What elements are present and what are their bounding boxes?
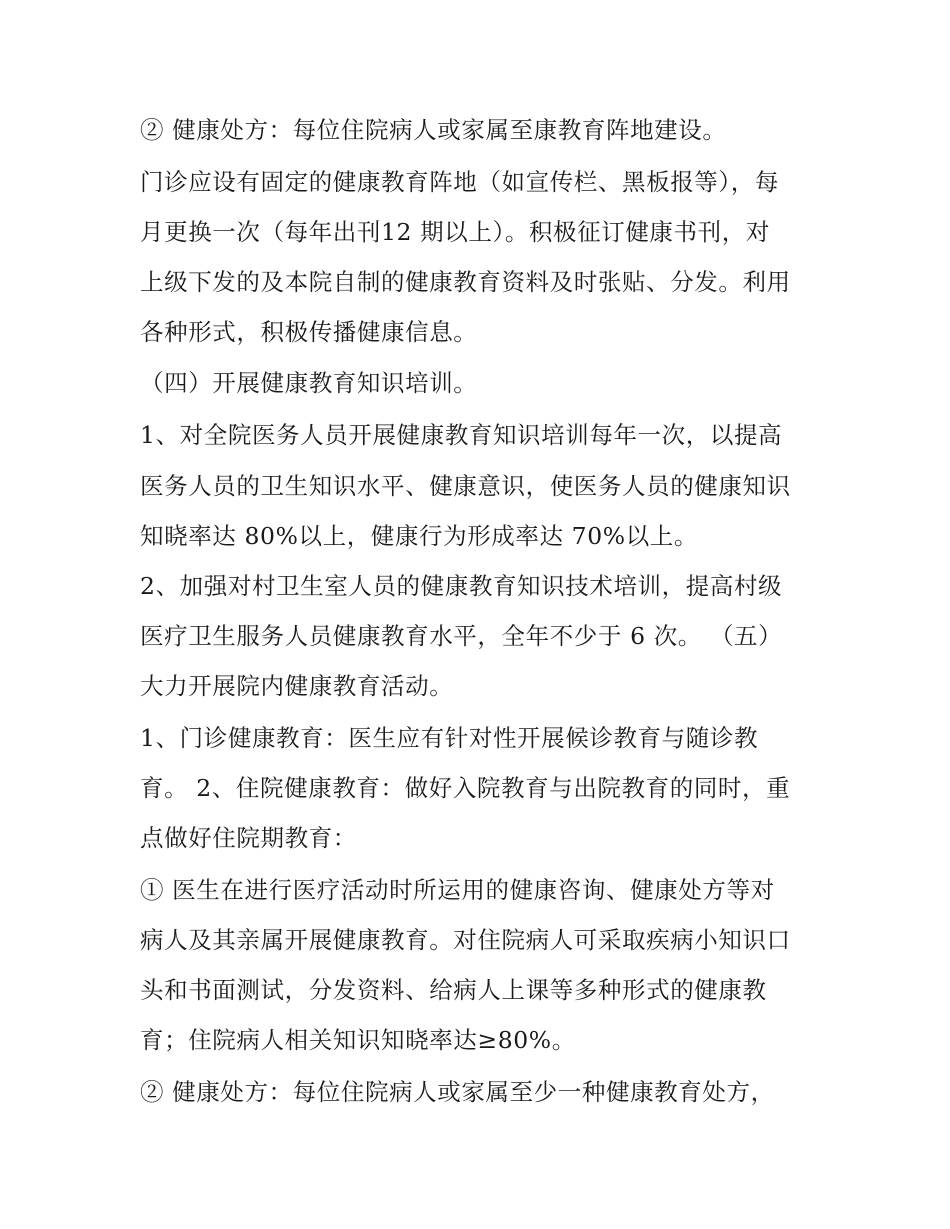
section-heading: （四）开展健康教育知识培训。 bbox=[140, 369, 478, 397]
text-line: 头和书面测试，分发资料、给病人上课等多种形式的健康教 bbox=[140, 976, 767, 1004]
text-line: ① 医生在进行医疗活动时所运用的健康咨询、健康处方等对 bbox=[140, 876, 775, 904]
text-line: 门诊应设有固定的健康教育阵地（如宣传栏、黑板报等），每 bbox=[140, 168, 779, 196]
text-line: 上级下发的及本院自制的健康教育资料及时张贴、分发。利用 bbox=[140, 268, 791, 296]
text-line: ② 健康处方：每位住院病人或家属至少一种健康教育处方， bbox=[140, 1078, 775, 1106]
text-line: 大力开展院内健康教育活动。 bbox=[140, 672, 454, 700]
text-line: 点做好住院期教育： bbox=[140, 824, 357, 852]
text-line: 各种形式，积极传播健康信息。 bbox=[140, 318, 478, 346]
text-line: 1、门诊健康教育：医生应有针对性开展候诊教育与随诊教 bbox=[140, 724, 759, 752]
text-line: 2、加强对村卫生室人员的健康教育知识技术培训，提高村级 bbox=[140, 572, 783, 600]
text-line: 病人及其亲属开展健康教育。对住院病人可采取疾病小知识口 bbox=[140, 926, 791, 954]
text-line: ② 健康处方：每位住院病人或家属至康教育阵地建设。 bbox=[140, 116, 727, 144]
text-line: 月更换一次（每年出刊12 期以上）。积极征订健康书刊，对 bbox=[140, 218, 770, 246]
text-line: 1、对全院医务人员开展健康教育知识培训每年一次，以提高 bbox=[140, 421, 783, 449]
text-line: 育；住院病人相关知识知晓率达≥80%。 bbox=[140, 1026, 576, 1054]
text-line: 医疗卫生服务人员健康教育水平，全年不少于 6 次。 （五） bbox=[140, 622, 783, 650]
text-line: 知晓率达 80%以上，健康行为形成率达 70%以上。 bbox=[140, 522, 699, 550]
text-line: 医务人员的卫生知识水平、健康意识，使医务人员的健康知识 bbox=[140, 472, 791, 500]
text-line: 育。 2、住院健康教育：做好入院教育与出院教育的同时，重 bbox=[140, 774, 791, 802]
